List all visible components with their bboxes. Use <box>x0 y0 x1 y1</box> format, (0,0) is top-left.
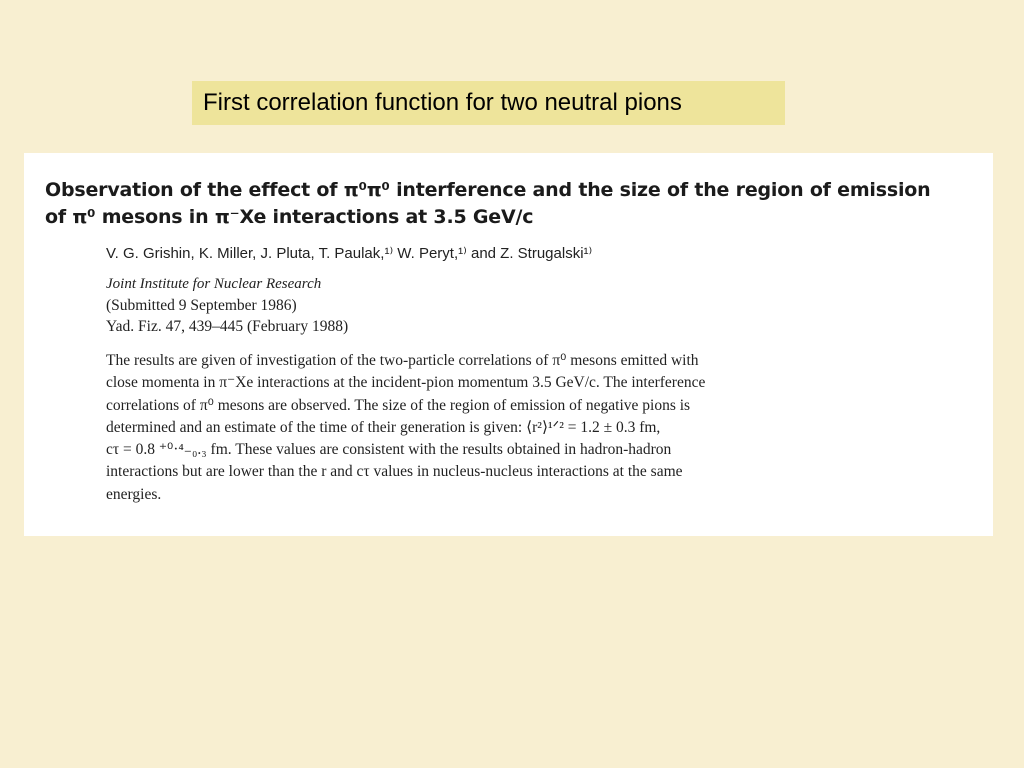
paper-title-line: of π⁰ mesons in π⁻Xe interactions at 3.5 GeV/c <box>45 206 534 228</box>
paper-abstract <box>106 350 886 506</box>
abstract-line: determined and an estimate of the time of their generation is given: ⟨r²⟩¹ᐟ² = 1.2 ± 0.3 fm, <box>106 418 661 436</box>
abstract-line: energies. <box>106 485 162 503</box>
paper-journal-reference: Yad. Fiz. 47, 439–445 (February 1988) <box>106 318 349 335</box>
slide-title-box <box>192 81 785 125</box>
abstract-line: cτ = 0.8 ⁺⁰·⁴₋₀.₃ fm. These values are consistent with the results obtained in hadron-hadron <box>106 441 672 459</box>
paper-authors: V. G. Grishin, K. Miller, J. Pluta, T. Paulak,¹⁾ W. Peryt,¹⁾ and Z. Strugalski¹⁾ <box>106 245 593 262</box>
slide-title: First correlation function for two neutral pions <box>203 89 682 116</box>
paper-submitted: (Submitted 9 September 1986) <box>106 297 297 314</box>
paper-title-line: Observation of the effect of π⁰π⁰ interference and the size of the region of emission <box>45 179 931 201</box>
abstract-line: interactions but are lower than the r and cτ values in nucleus-nucleus interactions at the same <box>106 463 683 481</box>
paper-institute: Joint Institute for Nuclear Research <box>106 276 322 292</box>
abstract-line: close momenta in π⁻Xe interactions at the incident-pion momentum 3.5 GeV/c. The interference <box>106 374 706 392</box>
paper-excerpt <box>24 153 993 536</box>
paper-title <box>45 177 985 231</box>
abstract-line: The results are given of investigation of the two-particle correlations of π⁰ mesons emitted with <box>106 352 699 369</box>
abstract-line: correlations of π⁰ mesons are observed. The size of the region of emission of negative pions is <box>106 396 691 414</box>
